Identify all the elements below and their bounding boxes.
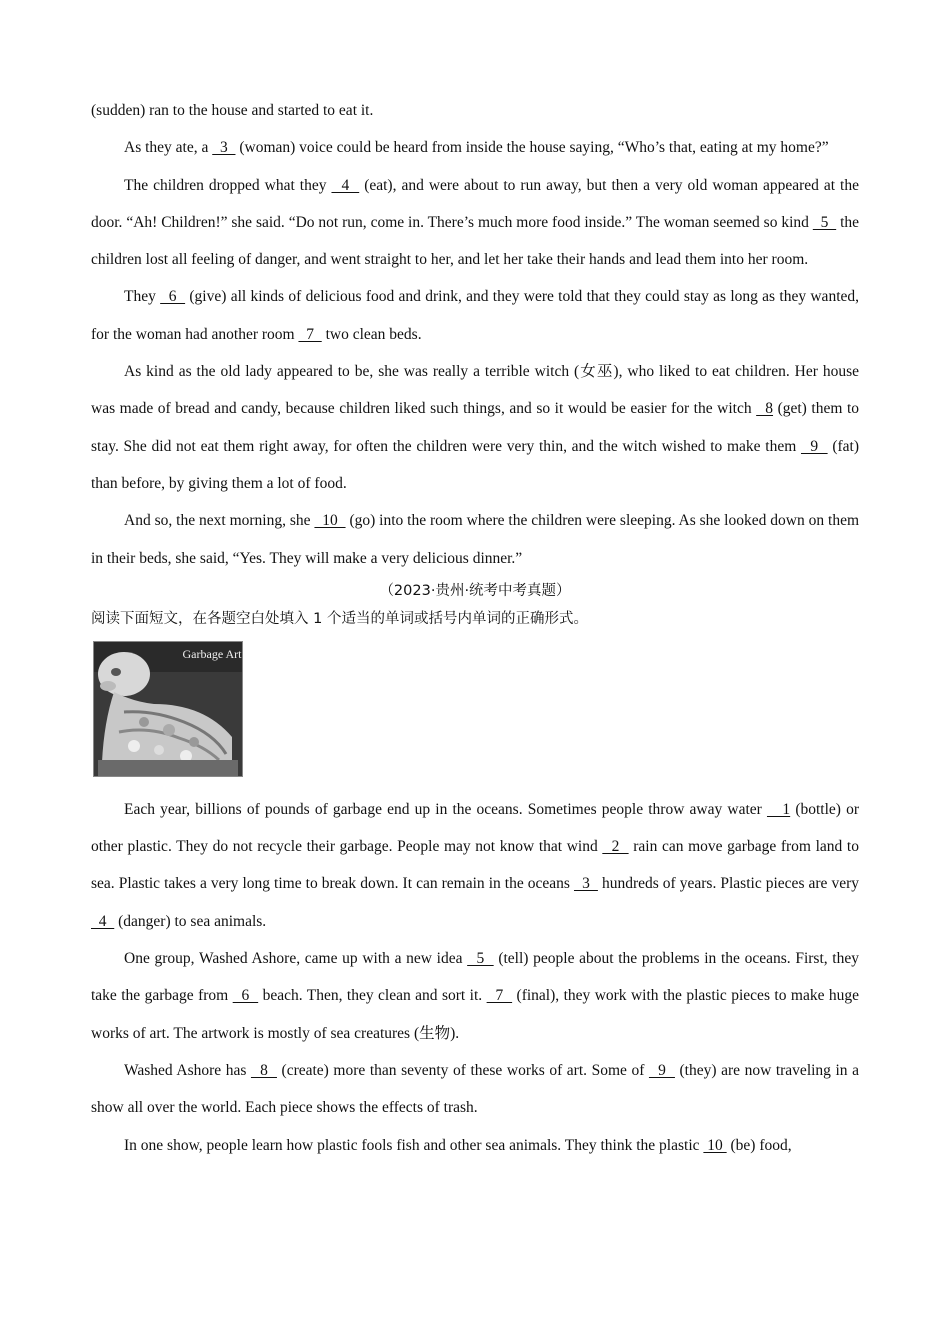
- blank-9: 9: [648, 1061, 675, 1079]
- paragraph: And so, the next morning, she 10 (go) into the room where the children were sleeping. As she looked down on them in their beds, she said, “Yes. They will make a very delicious dinner.”: [91, 512, 860, 567]
- blank-3: 3: [212, 139, 236, 157]
- blank-1: 1: [766, 800, 791, 818]
- paragraph: In one show, people learn how plastic fools fish and other sea animals. They think the plastic 10 (be) food,: [124, 1136, 792, 1154]
- paragraph: As kind as the old lady appeared to be, she was really a terrible witch (女巫), who liked to eat children. Her house was made of bread and candy, because children liked such things, and so it would be easier for the witch 8 (get) them to stay. She did not eat them right away, for often the children were very thin, and the witch wished to make them 9 (fat) than before, by giving them a lot of food.: [91, 363, 860, 492]
- garbage-art-photo: [93, 641, 243, 777]
- paragraph: Washed Ashore has 8 (create) more than seventy of these works of art. Some of 9 (they) are now traveling in a show all over the world. Each piece shows the effects of trash.: [91, 1061, 859, 1117]
- blank-7: 7: [486, 987, 513, 1005]
- blank-5: 5: [812, 213, 837, 231]
- blank-10: 10: [314, 512, 346, 530]
- blank-6: 6: [160, 288, 186, 306]
- blank-3: 3: [573, 875, 598, 893]
- blank-8: 8: [756, 400, 774, 418]
- blank-7: 7: [298, 325, 322, 343]
- blank-2: 2: [602, 838, 629, 856]
- source-note: （2023·贵州·统考中考真题）: [379, 582, 571, 599]
- blank-9: 9: [800, 437, 828, 455]
- image-caption: Garbage Art: [182, 646, 242, 661]
- paragraph: (sudden) ran to the house and started to eat it.: [91, 102, 374, 119]
- blank-6: 6: [232, 987, 259, 1005]
- document-page: [91, 92, 859, 1164]
- instruction: 阅读下面短文，在各题空白处填入 1 个适当的单词或括号内单词的正确形式。: [91, 610, 588, 627]
- blank-4: 4: [91, 912, 115, 930]
- seal-sculpture-image: [94, 642, 242, 776]
- paragraph: They 6 (give) all kinds of delicious food and drink, and they were told that they could stay as long as they wanted, for the woman had another room 7 two clean beds.: [91, 288, 859, 343]
- blank-10: 10: [703, 1136, 727, 1154]
- paragraph: The children dropped what they 4 (eat), and were about to run away, but then a very old woman appeared at the door. “Ah! Children!” she said. “Do not run, come in. There’s much more food inside.” The woman seemed so kind 5 the children lost all feeling of danger, and went straight to her, and let her take their hands and lead them into her room.: [91, 176, 860, 269]
- blank-4: 4: [331, 176, 360, 194]
- paragraph: One group, Washed Ashore, came up with a new idea 5 (tell) people about the problems in the oceans. First, they take the garbage from 6 beach. Then, they clean and sort it. 7 (final), they work with the plastic pieces to make huge works of art. The artwork is mostly of sea creatures (生物).: [91, 950, 860, 1042]
- paragraph: As they ate, a 3 (woman) voice could be heard from inside the house saying, “Who’s that, eating at my home?”: [124, 139, 829, 157]
- blank-5: 5: [467, 950, 494, 968]
- blank-8: 8: [250, 1061, 277, 1079]
- paragraph: Each year, billions of pounds of garbage end up in the oceans. Sometimes people throw away water 1 (bottle) or other plastic. They do not recycle their garbage. People may not know that wind 2 rain can move garbage from land to sea. Plastic takes a very long time to break down. It can remain in the oceans 3 hundreds of years. Plastic pieces are very 4 (danger) to sea animals.: [91, 800, 860, 930]
